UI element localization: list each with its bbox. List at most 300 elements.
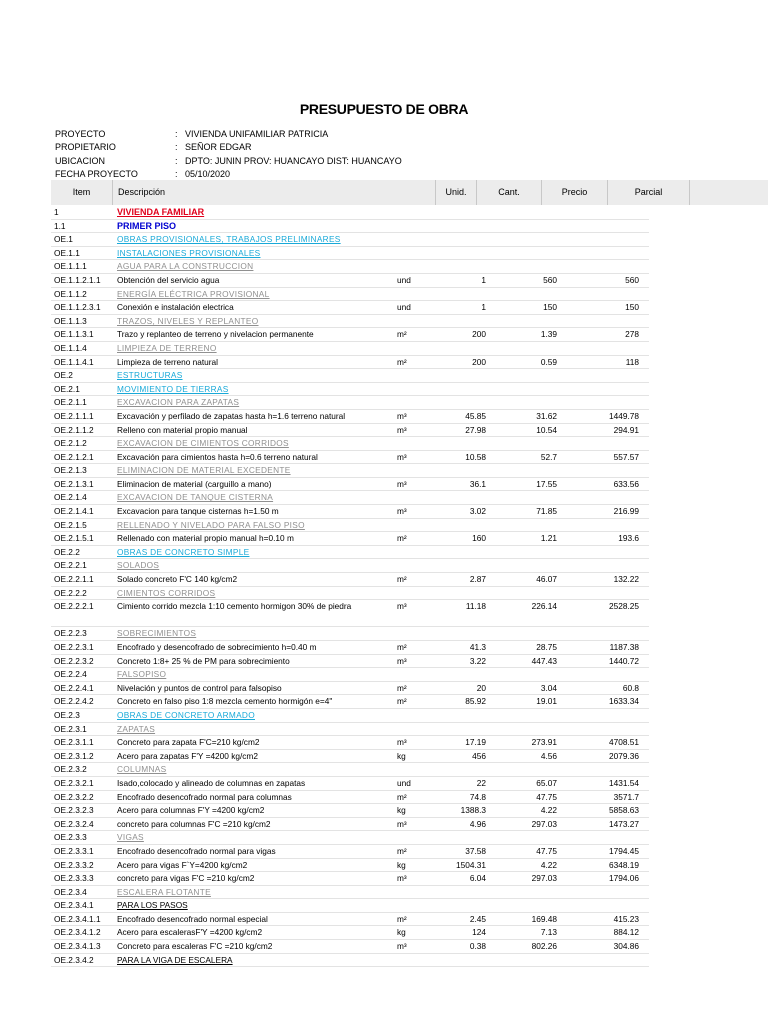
table-row [51,818,649,832]
description-cell: SOBRECIMIENTOS [117,628,197,639]
price-cell: 297.03 [531,818,557,829]
quantity-cell: 36.1 [469,478,486,489]
description-cell: VIVIENDA FAMILIAR [117,207,205,217]
price-cell: 46.07 [536,574,557,585]
description-cell: Encofrado desencofrado normal especial [117,913,268,924]
price-cell: 71.85 [536,506,557,517]
unit-cell: m³ [397,478,407,489]
price-cell: 31.62 [536,410,557,421]
partial-cell: 60.8 [622,682,639,693]
item-cell: OE.2.2.2 [54,587,87,598]
section-row [51,288,649,302]
partial-cell: 5858.63 [609,805,639,816]
quantity-cell: 3.22 [469,655,486,666]
unit-cell: m³ [397,410,407,421]
partial-cell: 4708.51 [609,737,639,748]
owner-sep: : [175,142,178,153]
table-row [51,424,649,438]
description-cell: Acero para zapatas F'Y =4200 kg/cm2 [117,750,258,761]
item-cell: OE.1.1.3.1 [54,329,94,340]
price-cell: 65.07 [536,777,557,788]
price-cell: 17.55 [536,478,557,489]
description-cell: Encofrado desencofrado normal para vigas [117,845,276,856]
description-cell: Limpieza de terreno natural [117,356,219,367]
description-cell: Obtención del servicio agua [117,274,220,285]
quantity-cell: 6.04 [469,873,486,884]
quantity-cell: 20 [476,682,486,693]
section-row [51,396,649,410]
item-cell: OE.1.1.2.3.1 [54,302,101,313]
table-header [51,180,768,205]
table-row [51,655,649,669]
description-cell: Eliminacion de material (carguillo a mano) [117,478,272,489]
item-cell: OE.1.1.4 [54,342,87,353]
unit-cell: m³ [397,506,407,517]
partial-cell: 1633.34 [609,696,639,707]
project-value: VIVIENDA UNIFAMILIAR PATRICIA [185,129,329,139]
item-cell: OE.2.3.3.3 [54,873,94,884]
description-cell: OBRAS DE CONCRETO ARMADO [117,709,255,720]
description-cell: MOVIMIENTO DE TIERRAS [117,383,229,394]
budget-table-body [51,206,649,967]
partial-cell: 150 [625,302,639,313]
unit-cell: und [397,777,411,788]
section-row [51,954,649,968]
partial-cell: 1431.54 [609,777,639,788]
item-cell: OE.2.1.3.1 [54,478,94,489]
quantity-cell: 2.45 [469,913,486,924]
quantity-cell: 74.8 [469,791,486,802]
table-row [51,845,649,859]
quantity-cell: 1 [481,302,486,313]
description-cell: Excavacion para tanque cisternas h=1.50 m [117,506,279,517]
item-cell: OE.2.1.2 [54,438,87,449]
description-cell: AGUA PARA LA CONSTRUCCION [117,261,254,272]
item-cell: OE.2.1.5.1 [54,533,94,544]
quantity-cell: 3.02 [469,506,486,517]
unit-cell: m³ [397,873,407,884]
item-cell: OE.2.3.3.2 [54,859,94,870]
section-row [51,383,649,397]
section-row [51,831,649,845]
price-cell: 4.56 [540,750,557,761]
description-cell: INSTALACIONES PROVISIONALES [117,247,261,258]
partial-cell: 1440.72 [609,655,639,666]
price-cell: 802.26 [531,941,557,952]
item-cell: OE.2.3.4 [54,886,87,897]
item-cell: OE.2.3.4.2 [54,954,94,965]
item-cell: OE.2.2.1 [54,560,87,571]
item-cell: OE.2.3.4.1.2 [54,927,101,938]
table-row [51,926,649,940]
table-row [51,274,649,288]
section-row [51,233,649,247]
section-row [51,491,649,505]
partial-cell: 3571.7 [613,791,639,802]
item-cell: OE.2.1.1.1 [54,410,94,421]
quantity-cell: 22 [476,777,486,788]
date-value: 05/10/2020 [185,169,231,180]
partial-cell: 557.57 [613,451,639,462]
description-cell: Cimiento corrido mezcla 1:10 cemento hormigon 30% de piedra [117,601,352,612]
item-cell: OE.2.3.3 [54,832,87,843]
description-cell: ESTRUCTURAS [117,370,183,381]
quantity-cell: 37.58 [465,845,486,856]
description-cell: Excavación para cimientos hasta h=0.6 terreno natural [117,451,318,462]
description-cell: ELIMINACION DE MATERIAL EXCEDENTE [117,465,291,476]
table-row [51,641,649,655]
quantity-cell: 200 [472,356,486,367]
item-cell: OE.2.1.1.2 [54,424,94,435]
header-unit: Unid. [436,180,477,205]
quantity-cell: 10.58 [465,451,486,462]
unit-cell: m³ [397,655,407,666]
description-cell: ESCALERA FLOTANTE [117,886,211,897]
description-cell: Concreto 1:8+ 25 % de PM para sobrecimiento [117,655,290,666]
section-row [51,342,649,356]
description-cell: concreto para vigas F'C =210 kg/cm2 [117,873,255,884]
price-cell: 4.22 [540,859,557,870]
item-cell: OE.2.3.3.1 [54,845,94,856]
unit-cell: und [397,274,411,285]
description-cell: Acero para columnas F'Y =4200 kg/cm2 [117,805,265,816]
table-row [51,859,649,873]
description-cell: TRAZOS, NIVELES Y REPLANTEO [117,315,259,326]
item-cell: OE.2.1.4.1 [54,506,94,517]
item-cell: OE.2.3.2.4 [54,818,94,829]
section-row [51,627,649,641]
table-row [51,356,649,370]
unit-cell: m² [397,533,407,544]
quantity-cell: 456 [472,750,486,761]
description-cell: PRIMER PISO [117,220,177,231]
item-cell: OE.1 [54,234,73,245]
price-cell: 226.14 [531,601,557,612]
quantity-cell: 41.3 [469,642,486,652]
price-cell: 52.7 [540,451,557,462]
item-cell: OE.1.1.3 [54,315,87,326]
section-row [51,260,649,274]
header-partial: Parcial [608,180,690,205]
description-cell: ENERGÍA ELÉCTRICA PROVISIONAL [117,288,270,299]
owner-value: SEÑOR EDGAR [185,142,252,153]
item-cell: OE.2.3.4.1 [54,900,94,911]
description-cell: OBRAS DE CONCRETO SIMPLE [117,546,250,557]
price-cell: 3.04 [540,682,557,693]
table-row [51,695,649,709]
price-cell: 150 [543,302,557,313]
owner-row [55,141,402,154]
unit-cell: m³ [397,737,407,748]
quantity-cell: 1 [481,274,486,285]
unit-cell: m³ [397,941,407,952]
description-cell: Acero para escalerasF'Y =4200 kg/cm2 [117,927,263,938]
description-cell: Acero para vigas F`Y=4200 kg/cm2 [117,859,248,870]
table-row [51,940,649,954]
description-cell: CIMIENTOS CORRIDOS [117,587,216,598]
project-sep: : [175,129,178,139]
description-cell: EXCAVACION DE TANQUE CISTERNA [117,492,274,503]
unit-cell: m² [397,642,407,652]
description-cell: Rellenado con material propio manual h=0.10 m [117,533,294,544]
section-row [51,519,649,533]
owner-label: PROPIETARIO [55,142,116,153]
section-row [51,546,649,560]
section-row [51,247,649,261]
unit-cell: m² [397,329,407,340]
partial-cell: 2079.36 [609,750,639,761]
quantity-cell: 0.38 [469,941,486,952]
unit-cell: m² [397,574,407,585]
header-description: Descripción [113,180,436,205]
partial-cell: 415.23 [613,913,639,924]
date-label: FECHA PROYECTO [55,169,138,180]
section-row [51,587,649,601]
project-label: PROYECTO [55,129,106,139]
unit-cell: m² [397,791,407,802]
item-cell: OE.2.3.1.1 [54,737,94,748]
description-cell: Encofrado desencofrado normal para columnas [117,791,292,802]
price-cell: 19.01 [536,696,557,707]
unit-cell: m³ [397,424,407,435]
partial-cell: 278 [625,329,639,340]
price-cell: 47.75 [536,791,557,802]
description-cell: Concreto en falso piso 1:8 mezcla cemento hormigón e=4" [117,696,333,707]
description-cell: SOLADOS [117,560,160,571]
item-cell: OE.2.2.3.2 [54,655,94,666]
item-cell: OE.2.1.3 [54,465,87,476]
section-row [51,899,649,913]
table-row [51,791,649,805]
price-cell: 297.03 [531,873,557,884]
unit-cell: m² [397,696,407,707]
header-quantity: Cant. [477,180,542,205]
project-info [55,128,402,182]
table-row [51,736,649,750]
partial-cell: 6348.19 [609,859,639,870]
partial-cell: 216.99 [613,506,639,517]
page-title: PRESUPUESTO DE OBRA [299,101,469,117]
unit-cell: kg [397,805,406,816]
location-value: DPTO: JUNIN PROV: HUANCAYO DIST: HUANCAYO [185,155,402,166]
section-row [51,220,649,234]
table-row [51,328,649,342]
date-sep: : [175,169,178,180]
description-cell: Relleno con material propio manual [117,424,248,435]
description-cell: PARA LA VIGA DE ESCALERA [117,954,233,965]
table-row [51,750,649,764]
partial-cell: 1187.38 [609,642,639,652]
section-row [51,369,649,383]
section-row [51,315,649,329]
section-row [51,886,649,900]
price-cell: 47.75 [536,845,557,856]
quantity-cell: 17.19 [465,737,486,748]
price-cell: 10.54 [536,424,557,435]
item-cell: OE.2.3.1 [54,723,87,734]
unit-cell: m³ [397,451,407,462]
quantity-cell: 11.18 [465,601,486,612]
description-cell: Encofrado y desencofrado de sobrecimiento h=0.40 m [117,642,317,652]
location-row [55,155,402,168]
partial-cell: 132.22 [613,574,639,585]
description-cell: FALSOPISO [117,669,167,680]
item-cell: OE.2.3.2.2 [54,791,94,802]
item-cell: OE.2.3.2.1 [54,777,94,788]
location-sep: : [175,155,178,166]
item-cell: OE.2.3.4.1.1 [54,913,101,924]
section-row [51,437,649,451]
section-row [51,464,649,478]
unit-cell: m² [397,356,407,367]
price-cell: 7.13 [540,927,557,938]
table-row [51,410,649,424]
table-row [51,682,649,696]
price-cell: 0.59 [540,356,557,367]
item-cell: OE.2.2.1.1 [54,574,94,585]
item-cell: OE.2.2.3.1 [54,642,94,652]
item-cell: OE.2.1.2.1 [54,451,94,462]
section-row [51,668,649,682]
item-cell: 1 [54,207,59,217]
price-cell: 560 [543,274,557,285]
project-row [55,128,402,141]
description-cell: EXCAVACION DE CIMIENTOS CORRIDOS [117,438,289,449]
quantity-cell: 1388.3 [460,805,486,816]
description-cell: COLUMNAS [117,764,167,775]
description-cell: ZAPATAS [117,723,156,734]
item-cell: OE.2.2.2.1 [54,601,94,612]
description-cell: RELLENADO Y NIVELADO PARA FALSO PISO [117,519,305,530]
item-cell: OE.2.3.2.3 [54,805,94,816]
partial-cell: 884.12 [613,927,639,938]
partial-cell: 1794.06 [609,873,639,884]
quantity-cell: 200 [472,329,486,340]
item-cell: OE.2.1.1 [54,397,87,408]
item-cell: OE.2.2.3 [54,628,87,639]
table-row [51,478,649,492]
table-row [51,505,649,519]
item-cell: OE.2.2.4.1 [54,682,94,693]
description-cell: VIGAS [117,832,144,843]
item-cell: OE.2.2.4.2 [54,696,94,707]
item-cell: OE.2.1.4 [54,492,87,503]
price-cell: 1.39 [540,329,557,340]
unit-cell: m² [397,913,407,924]
quantity-cell: 2.87 [469,574,486,585]
table-row [51,600,649,627]
item-cell: OE.2.2.4 [54,669,87,680]
table-row [51,451,649,465]
table-row [51,301,649,315]
unit-cell: m² [397,845,407,856]
description-cell: Excavación y perfilado de zapatas hasta h=1.6 terreno natural [117,410,346,421]
quantity-cell: 4.96 [469,818,486,829]
price-cell: 273.91 [531,737,557,748]
partial-cell: 633.56 [613,478,639,489]
item-cell: OE.2.3.4.1.3 [54,941,101,952]
description-cell: PARA LOS PASOS [117,900,188,911]
partial-cell: 1449.78 [609,410,639,421]
table-row [51,532,649,546]
item-cell: OE.2.3 [54,709,80,720]
unit-cell: kg [397,927,406,938]
price-cell: 28.75 [536,642,557,652]
description-cell: LIMPIEZA DE TERRENO [117,342,217,353]
item-cell: OE.1.1.2 [54,288,87,299]
unit-cell: kg [397,859,406,870]
section-row [51,723,649,737]
partial-cell: 1473.27 [609,818,639,829]
partial-cell: 294.91 [613,424,639,435]
quantity-cell: 45.85 [465,410,486,421]
quantity-cell: 1504.31 [456,859,486,870]
unit-cell: kg [397,750,406,761]
partial-cell: 560 [625,274,639,285]
header-price: Precio [542,180,608,205]
table-row [51,573,649,587]
partial-cell: 1794.45 [609,845,639,856]
location-label: UBICACION [55,155,106,166]
quantity-cell: 124 [472,927,486,938]
item-cell: 1.1 [54,220,66,231]
price-cell: 4.22 [540,805,557,816]
section-row [51,559,649,573]
partial-cell: 118 [625,356,639,367]
quantity-cell: 27.98 [465,424,486,435]
description-cell: Solado concreto F'C 140 kg/cm2 [117,574,238,585]
description-cell: Trazo y replanteo de terreno y nivelacion permanente [117,329,314,340]
section-row [51,763,649,777]
description-cell: Concreto para escaleras F'C =210 kg/cm2 [117,941,273,952]
item-cell: OE.2.3.1.2 [54,750,94,761]
item-cell: OE.1.1.1 [54,261,87,272]
item-cell: OE.2.1 [54,383,80,394]
section-row [51,709,649,723]
description-cell: OBRAS PROVISIONALES, TRABAJOS PRELIMINARES [117,234,341,245]
unit-cell: m² [397,682,407,693]
partial-cell: 304.86 [613,941,639,952]
item-cell: OE.1.1.4.1 [54,356,94,367]
description-cell: Concreto para zapata F'C=210 kg/cm2 [117,737,260,748]
description-cell: EXCAVACION PARA ZAPATAS [117,397,240,408]
item-cell: OE.2 [54,370,73,381]
table-row [51,913,649,927]
description-cell: Isado,colocado y alineado de columnas en zapatas [117,777,306,788]
partial-cell: 2528.25 [609,601,639,612]
item-cell: OE.2.3.2 [54,764,87,775]
price-cell: 169.48 [531,913,557,924]
item-cell: OE.1.1.2.1.1 [54,274,101,285]
header-item: Item [51,180,113,205]
description-cell: concreto para columnas F'C =210 kg/cm2 [117,818,271,829]
unit-cell: m³ [397,818,407,829]
quantity-cell: 160 [472,533,486,544]
unit-cell: m³ [397,601,407,612]
quantity-cell: 85.92 [465,696,486,707]
unit-cell: und [397,302,411,313]
table-row [51,777,649,791]
price-cell: 447.43 [531,655,557,666]
price-cell: 1.21 [540,533,557,544]
section-row [51,206,649,220]
table-row [51,872,649,886]
table-row [51,804,649,818]
partial-cell: 193.6 [618,533,639,544]
item-cell: OE.2.2 [54,546,80,557]
item-cell: OE.1.1 [54,247,80,258]
item-cell: OE.2.1.5 [54,519,87,530]
